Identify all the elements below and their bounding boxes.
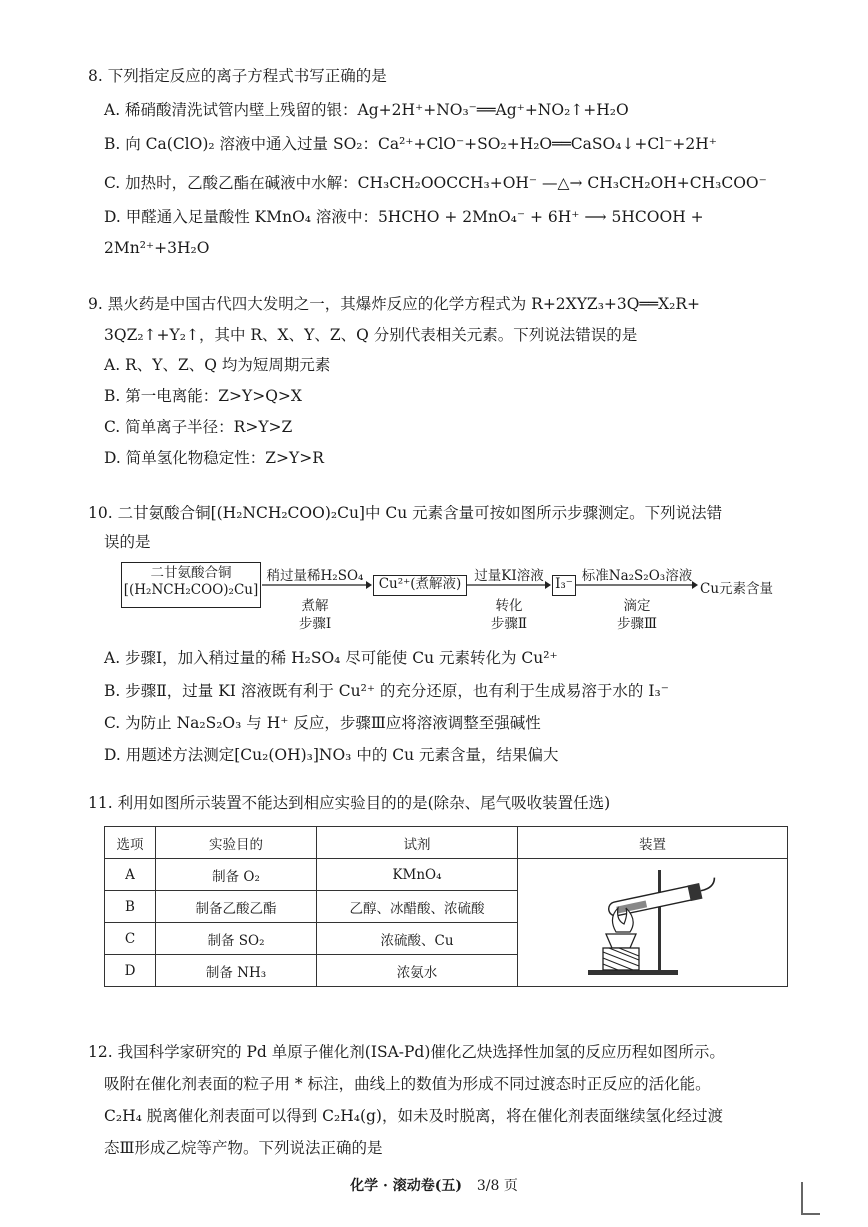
q9-option-d: D. 简单氢化物稳定性：Z>Y>R bbox=[104, 449, 324, 467]
q12-stem-line4: 态Ⅲ形成乙烷等产物。下列说法正确的是 bbox=[104, 1139, 383, 1157]
table-header-row bbox=[105, 827, 788, 859]
q10-stem-line2: 误的是 bbox=[104, 533, 151, 551]
table-cell: D bbox=[105, 955, 156, 987]
flow-arrow1-action: 煮解 bbox=[301, 598, 329, 614]
flow-arrow2-reagent: 过量KI溶液 bbox=[474, 568, 544, 584]
q8-stem: 8. 下列指定反应的离子方程式书写正确的是 bbox=[88, 67, 387, 85]
flow-arrow1-reagent: 稍过量稀H₂SO₄ bbox=[266, 568, 364, 584]
apparatus-illustration bbox=[578, 862, 728, 980]
q9-stem-line2: 3QZ₂↑+Y₂↑，其中 R、X、Y、Z、Q 分别代表相关元素。下列说法错误的是 bbox=[104, 326, 638, 344]
q8-option-d: D. 甲醛通入足量酸性 KMnO₄ 溶液中：5HCHO + 2MnO₄⁻ + 6H⁺ ⟶ 5HCOOH + bbox=[104, 208, 704, 226]
table-cell: 浓氨水 bbox=[317, 955, 518, 987]
flow-arrow3-action: 滴定 bbox=[623, 598, 651, 614]
q8-option-c: C. 加热时，乙酸乙酯在碱液中水解：CH₃CH₂OOCCH₃+OH⁻ —△→ CH₃CH₂OH+CH₃COO⁻ bbox=[104, 174, 767, 192]
flow-box-reactant bbox=[121, 562, 261, 608]
apparatus-cell bbox=[518, 859, 788, 987]
q12-stem-line3: C₂H₄ 脱离催化剂表面可以得到 C₂H₄(g)，如未及时脱离，将在催化剂表面继续氢化经过渡 bbox=[104, 1107, 723, 1125]
flow-arrow3 bbox=[576, 580, 698, 590]
flow-box-triiodide: I₃⁻ bbox=[552, 575, 576, 596]
table-cell: B bbox=[105, 891, 156, 923]
table-row bbox=[105, 859, 788, 891]
q11-table bbox=[104, 826, 788, 987]
table-cell: KMnO₄ bbox=[317, 859, 518, 891]
flow-result: Cu元素含量 bbox=[700, 581, 774, 597]
corner-crop-mark bbox=[800, 1182, 822, 1216]
q10-option-b: B. 步骤Ⅱ，过量 KI 溶液既有利于 Cu²⁺ 的充分还原，也有利于生成易溶于水的 I₃⁻ bbox=[104, 682, 669, 700]
table-cell: 浓硫酸、Cu bbox=[317, 923, 518, 955]
q8-option-b: B. 向 Ca(ClO)₂ 溶液中通入过量 SO₂：Ca²⁺+ClO⁻+SO₂+H₂O══CaSO₄↓+Cl⁻+2H⁺ bbox=[104, 135, 717, 153]
q9-stem-line1: 9. 黑火药是中国古代四大发明之一，其爆炸反应的化学方程式为 R+2XYZ₃+3Q══X₂R+ bbox=[88, 295, 701, 313]
flow-arrow3-reagent: 标准Na₂S₂O₃溶液 bbox=[581, 568, 693, 584]
footer-page-number: 3/8 页 bbox=[476, 1178, 518, 1194]
flow-step2-label: 步骤Ⅱ bbox=[490, 616, 528, 632]
q9-option-b: B. 第一电离能：Z>Y>Q>X bbox=[104, 387, 302, 405]
q10-option-a: A. 步骤Ⅰ，加入稍过量的稀 H₂SO₄ 尽可能使 Cu 元素转化为 Cu²⁺ bbox=[104, 649, 558, 667]
table-cell: 制备 O₂ bbox=[156, 859, 317, 891]
flow-arrow1 bbox=[262, 580, 372, 590]
flow-arrow2-action: 转化 bbox=[495, 598, 523, 614]
page-footer bbox=[0, 1175, 868, 1195]
q8-option-a: A. 稀硝酸清洗试管内壁上残留的银：Ag+2H⁺+NO₃⁻══Ag⁺+NO₂↑+H₂O bbox=[104, 101, 629, 119]
q10-option-c: C. 为防止 Na₂S₂O₃ 与 H⁺ 反应，步骤Ⅲ应将溶液调整至强碱性 bbox=[104, 714, 541, 732]
table-cell: 制备 NH₃ bbox=[156, 955, 317, 987]
table-header: 选项 bbox=[105, 827, 156, 859]
flow-arrow2 bbox=[467, 580, 551, 590]
q11-stem: 11. 利用如图所示装置不能达到相应实验目的的是(除杂、尾气吸收装置任选) bbox=[88, 794, 611, 812]
flow-box-intermediate: Cu²⁺(煮解液) bbox=[373, 575, 467, 596]
flow-box-reactant-formula: [(H₂NCH₂COO)₂Cu] bbox=[123, 582, 259, 598]
table-header: 试剂 bbox=[317, 827, 518, 859]
table-header: 装置 bbox=[518, 827, 788, 859]
q12-stem-line1: 12. 我国科学家研究的 Pd 单原子催化剂(ISA-Pd)催化乙炔选择性加氢的反应历程如图所示。 bbox=[88, 1043, 725, 1061]
table-header: 实验目的 bbox=[156, 827, 317, 859]
q10-option-d: D. 用题述方法测定[Cu₂(OH)₃]NO₃ 中的 Cu 元素含量，结果偏大 bbox=[104, 746, 559, 764]
q9-option-a: A. R、Y、Z、Q 均为短周期元素 bbox=[104, 356, 331, 374]
flow-step3-label: 步骤Ⅲ bbox=[616, 616, 658, 632]
q10-stem-line1: 10. 二甘氨酸合铜[(H₂NCH₂COO)₂Cu]中 Cu 元素含量可按如图所示步骤测定。下列说法错 bbox=[88, 504, 723, 522]
footer-title: 化学 · 滚动卷(五) bbox=[350, 1178, 462, 1194]
table-cell: 乙醇、冰醋酸、浓硫酸 bbox=[317, 891, 518, 923]
table-cell: 制备乙酸乙酯 bbox=[156, 891, 317, 923]
q9-option-c: C. 简单离子半径：R>Y>Z bbox=[104, 418, 293, 436]
q12-stem-line2: 吸附在催化剂表面的粒子用 * 标注，曲线上的数值为形成不同过渡态时正反应的活化能。 bbox=[104, 1075, 711, 1093]
flow-step1-label: 步骤Ⅰ bbox=[298, 616, 332, 632]
table-cell: C bbox=[105, 923, 156, 955]
flow-box-reactant-name: 二甘氨酸合铜 bbox=[150, 565, 232, 581]
table-cell: A bbox=[105, 859, 156, 891]
q8-option-d-cont: 2Mn²⁺+3H₂O bbox=[104, 239, 210, 257]
table-cell: 制备 SO₂ bbox=[156, 923, 317, 955]
